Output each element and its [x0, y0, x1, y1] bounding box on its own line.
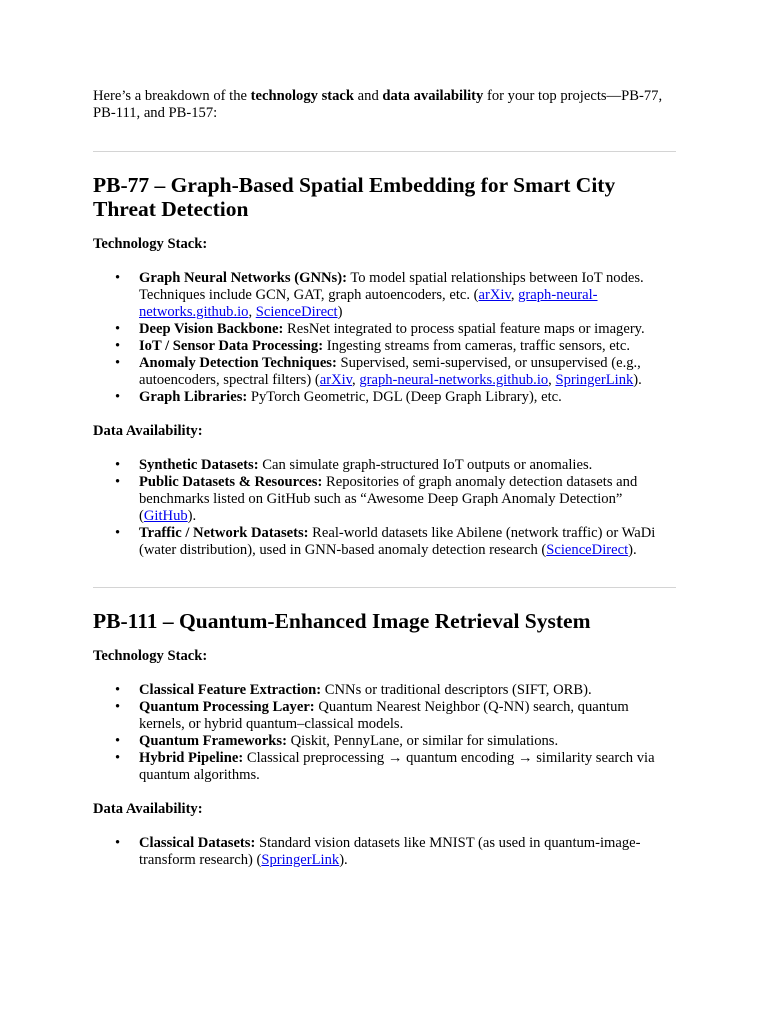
list-item: [139, 338, 676, 355]
list-item: • Graph Neural Networks (GNNs): To model spatial relationships between IoT nodes. Techniques include GCN, GAT, graph autoencoders, etc. (arXiv, graph-neural-networks.github.io, ScienceDirect): [139, 270, 676, 321]
pb77-tech-heading: Technology Stack:: [93, 236, 208, 252]
sciencedirect-link[interactable]: ScienceDirect: [546, 542, 629, 558]
item-text: Standard vision datasets like MNIST (as used in quantum-image-transform research) (: [139, 835, 641, 868]
pb77-data-heading: Data Availability:: [93, 423, 203, 439]
pb77-title: PB-77 – Graph-Based Spatial Embedding for Smart City Threat Detection: [93, 173, 616, 221]
section-divider: [93, 151, 676, 152]
springerlink-link[interactable]: SpringerLink: [555, 372, 634, 388]
gnn-github-io-link[interactable]: graph-neural-networks.github.io: [359, 372, 549, 388]
item-text: Ingesting streams from cameras, traffic sensors, etc.: [323, 338, 630, 354]
arxiv-link[interactable]: arXiv: [478, 287, 511, 303]
item-label: Anomaly Detection Techniques:: [139, 355, 337, 371]
list-item: [139, 699, 676, 733]
github-link[interactable]: GitHub: [143, 508, 188, 524]
pb77-data-list: [93, 457, 676, 559]
section-divider: [93, 587, 676, 588]
item-label: Deep Vision Backbone:: [139, 321, 284, 337]
item-label: IoT / Sensor Data Processing:: [139, 338, 324, 354]
list-item: [139, 682, 676, 699]
item-text: ): [337, 304, 343, 320]
item-text: ).: [339, 852, 348, 868]
item-text: Supervised, semi-supervised, or unsupervised (e.g., autoencoders, spectral filters) (: [139, 355, 641, 388]
item-label: Graph Libraries:: [139, 389, 248, 405]
pb111-tech-list: [93, 682, 676, 784]
pb111-data-heading: Data Availability:: [93, 801, 203, 817]
item-label: Graph Neural Networks (GNNs):: [139, 270, 347, 286]
item-label: Classical Feature Extraction:: [139, 682, 322, 698]
item-text: ).: [628, 542, 637, 558]
intro-paragraph: [93, 88, 676, 122]
item-text: Classical preprocessing → quantum encoding → similarity search via quantum algorithms.: [139, 750, 655, 783]
list-item: • Anomaly Detection Techniques: Supervised, semi-supervised, or unsupervised (e.g., autoencoders, spectral filters) (arXiv, graph-neural-networks.github.io, SpringerLink).: [139, 355, 676, 389]
item-text: PyTorch Geometric, DGL (Deep Graph Library), etc.: [247, 389, 562, 405]
pb77-tech-list: [93, 270, 676, 406]
intro-bold-technology-stack: technology stack: [250, 88, 355, 104]
item-text: To model spatial relationships between IoT nodes. Techniques include GCN, GAT, graph autoencoders, etc. (: [139, 270, 644, 303]
list-item: [139, 457, 676, 474]
item-label: Quantum Frameworks:: [139, 733, 287, 749]
item-text: Qiskit, PennyLane, or similar for simulations.: [286, 733, 559, 749]
item-text: Repositories of graph anomaly detection datasets and benchmarks listed on GitHub such as “Awesome Deep Graph Anomaly Detection” (: [139, 474, 638, 524]
item-label: Public Datasets & Resources:: [139, 474, 323, 490]
list-item: [139, 525, 676, 559]
document-content: [93, 88, 676, 869]
item-label: Hybrid Pipeline:: [139, 750, 244, 766]
item-text: ).: [187, 508, 197, 524]
item-text: CNNs or traditional descriptors (SIFT, ORB).: [321, 682, 592, 698]
list-item: [139, 321, 676, 338]
item-text: Quantum Nearest Neighbor (Q-NN) search, quantum kernels, or hybrid quantum–classical models.: [139, 699, 629, 732]
item-text: ).: [633, 372, 642, 388]
list-item: [139, 750, 676, 784]
pb111-title: PB-111 – Quantum-Enhanced Image Retrieval System: [93, 609, 591, 633]
arxiv-link[interactable]: arXiv: [319, 372, 353, 388]
item-label: Traffic / Network Datasets:: [139, 525, 309, 541]
item-label: Synthetic Datasets:: [139, 457, 259, 473]
intro-text: Here’s a breakdown of the: [93, 88, 251, 104]
sciencedirect-link[interactable]: ScienceDirect: [255, 304, 338, 320]
list-item: [139, 389, 676, 406]
item-text: ResNet integrated to process spatial feature maps or imagery.: [283, 321, 645, 337]
intro-bold-data-availability: data availability: [382, 88, 484, 104]
item-label: Quantum Processing Layer:: [139, 699, 315, 715]
pb111-data-list: [93, 835, 676, 869]
list-item: [139, 733, 676, 750]
intro-text: for your top projects—PB-77, PB-111, and PB-157:: [93, 88, 663, 121]
intro-text: and: [354, 88, 383, 104]
item-text: Real-world datasets like Abilene (network traffic) or WaDi (water distribution), used in GNN-based anomaly detection research (: [139, 525, 656, 558]
item-label: Classical Datasets:: [139, 835, 256, 851]
list-item: [139, 474, 676, 525]
springerlink-link[interactable]: SpringerLink: [261, 852, 340, 868]
item-text: Can simulate graph-structured IoT outputs or anomalies.: [258, 457, 593, 473]
list-item: [139, 835, 676, 869]
gnn-github-io-link[interactable]: graph-neural-networks.github.io: [139, 287, 598, 320]
pb111-tech-heading: Technology Stack:: [93, 648, 208, 664]
